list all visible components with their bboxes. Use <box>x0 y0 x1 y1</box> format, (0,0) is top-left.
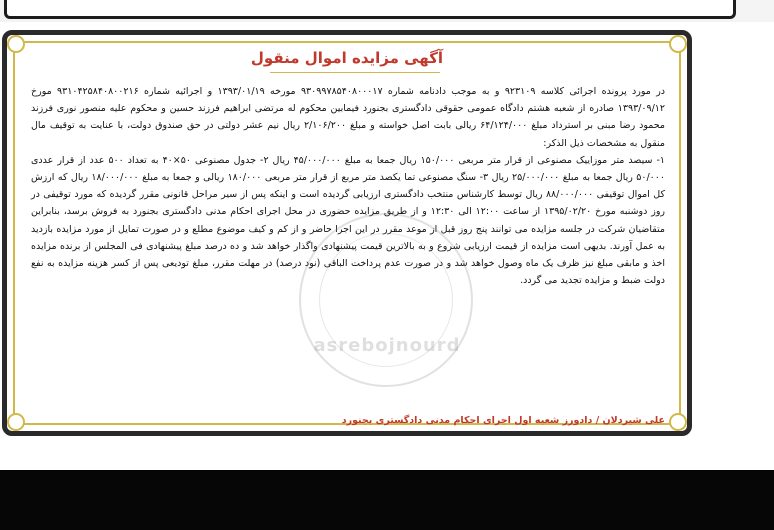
notice-signature: علی شیردلان / دادورز شعبه اول اجرای احکام مدنی دادگستری بجنورد <box>341 415 665 426</box>
notice-title: آگهی مزایده اموال منقول <box>250 49 444 67</box>
frame-corner-ornament <box>669 413 687 431</box>
notice-paragraph-intro: در مورد پرونده اجرائی کلاسه ۹۲۳۱۰۹ و به موجب دادنامه شماره ۹۳۰۹۹۷۸۵۴۰۸۰۰۰۱۷ مورخه ۱۳۹۳/۰۱/۱۹ و اجرائیه شماره ۹۳۱۰۴۲۵۸۴۰۸۰۰۲۱۶ مورخ ۱۳۹۳/۰۹/۱۲ صادره از شعبه هشتم دادگاه عمومی حقوقی دادگستری بجنورد فیمابین محکوم له مرتضی ابراهیم فرزند حسین و محکوم علیه منصور نوری فرزند محمود رضا مبنی بر استرداد مبلغ ۶۴/۱۲۴/۰۰۰ ریالی بابت اصل خواسته و مبلغ ۲/۱۰۶/۲۰۰ ریال نیم عشر دولتی در حق صندوق دولت، با عنایت به توقیف مال منقول به مشخصات ذیل الذکر: <box>31 86 666 149</box>
page-margin <box>708 30 774 460</box>
auction-notice-inner-border <box>13 41 681 425</box>
bottom-black-bar <box>0 470 774 530</box>
auction-notice-frame <box>2 30 692 436</box>
watermark-text: asrebojnourd <box>313 335 461 356</box>
notice-body <box>31 83 665 289</box>
title-underline <box>270 72 440 73</box>
previous-notice-strip <box>0 0 774 22</box>
notice-paragraph-items: ۱- سیصد متر موزاییک مصنوعی از قرار متر مربعی ۱۵۰/۰۰۰ ریال جمعا به مبلغ ۴۵/۰۰۰/۰۰۰ ریال ۲- جدول مصنوعی ۵۰×۴۰ به تعداد ۵۰۰ عدد از قرار عددی ۵۰/۰۰۰ ریال جمعا به مبلغ ۲۵/۰۰۰/۰۰۰ ریال ۳- سنگ مصنوعی تما یکصد متر مربع از قرار متر مربعی ۱۸۰/۰۰۰ ریالی و جمعا به مبلغ ۱۸/۰۰۰/۰۰۰ ریال که ارزش کل اموال توقیفی ۸۸/۰۰۰/۰۰۰ ریال توسط کارشناس منتخب دادگستری ارزیابی گردیده است و اینکه پس از سیر مراحل قانونی مقرر گردیده که مورد توقیفی در روز دوشنبه مورخ ۱۳۹۵/۰۲/۲۰ از ساعت ۱۲:۰۰ الی ۱۲:۳۰ و از طریق مزایده حضوری در محل اجرای احکام مدنی دادگستری بجنورد به فروش برسد، بنابراین متقاضیان شرکت در جلسه مزایده می توانند پنج روز قبل از موعد مقرر در این اجرا حاضر و از کم و کیف موضوع مطلع و در صورت تمایل از مورد مزایده بازدید به عمل آورند. بدیهی است مزایده از قیمت ارزیابی شروع و به بالاترین قیمت پیشنهادی واگذار خواهد شد و ده درصد مبلغ پیشنهادی فی المجلس از برنده مزایده اخذ و مابقی مبلغ نیز ظرف یک ماه وصول خواهد شد و در صورت عدم پرداخت الباقی (نود درصد) در مهلت مقرر، مبلغ تودیعی پس از کسر هزینه مزایده به نفع دولت ضبط و مزایده تجدید می گردد. <box>31 154 666 287</box>
previous-notice-frame-edge <box>4 0 736 19</box>
frame-corner-ornament <box>7 413 25 431</box>
